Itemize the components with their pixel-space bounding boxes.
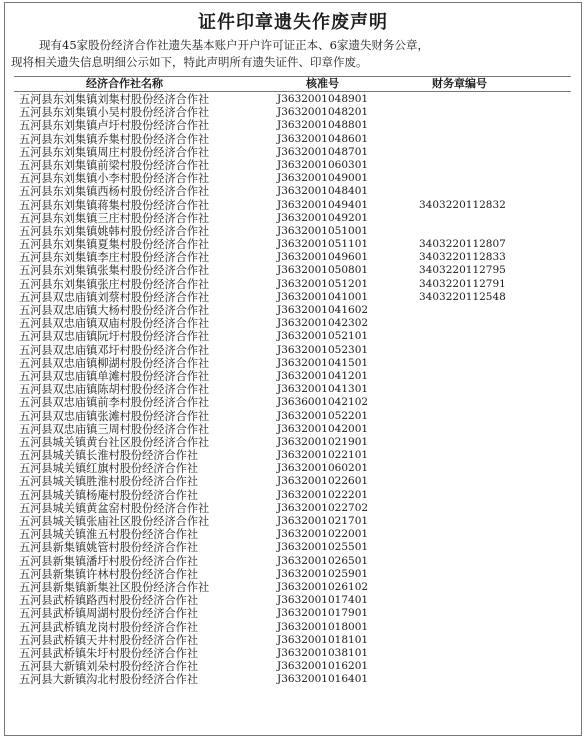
table-row	[19, 278, 571, 291]
table-row	[19, 647, 571, 660]
table-row	[19, 581, 571, 594]
cell-approval: J3632001042302	[277, 317, 369, 330]
cell-name: 五河县城关镇胜淮村股份经济合作社	[19, 475, 199, 489]
cell-approval: J3632001048701	[277, 145, 369, 158]
cell-approval: J3632001052201	[277, 409, 369, 422]
table-row	[19, 106, 571, 119]
cell-name: 五河县武桥镇朱圩村股份经济合作社	[19, 646, 199, 660]
cell-name: 五河县东刘集镇张庄村股份经济合作社	[19, 277, 210, 291]
table-row	[19, 172, 571, 185]
cell-approval: J3632001022702	[277, 501, 369, 514]
cell-approval: J3632001022001	[277, 528, 369, 541]
cell-seal: 3403220112548	[419, 290, 506, 303]
table-row	[19, 330, 571, 343]
table-row	[19, 660, 571, 673]
cell-seal: 3403220112795	[419, 264, 506, 277]
intro-line-1: 现有45家股份经济合作社遗失基本账户开户许可证正本、6家遗失财务公章，	[39, 38, 429, 52]
table-row	[19, 541, 571, 554]
cell-approval: J3632001041201	[277, 369, 369, 382]
intro-line-2: 现将相关遗失信息明细公示如下，特此声明所有遗失证件、印章作废。	[11, 55, 368, 69]
table-row	[19, 621, 571, 634]
cell-approval: J3632001048901	[277, 93, 369, 105]
cell-name: 五河县城关镇杨庵村股份经济合作社	[19, 488, 199, 502]
table-row	[19, 264, 571, 277]
table-row	[19, 555, 571, 568]
table-row	[19, 185, 571, 198]
cell-approval: J3632001016201	[277, 660, 369, 673]
table-row	[19, 159, 571, 172]
cell-name: 五河县东刘集镇小吴村股份经济合作社	[19, 106, 210, 120]
cell-name: 五河县城关镇黄台社区股份经济合作社	[19, 435, 210, 449]
cell-approval: J3632001049001	[277, 172, 369, 185]
cell-approval: J3632001025901	[277, 567, 369, 580]
notice-title: 证件印章遗失作废声明	[198, 12, 388, 33]
cell-approval: J3632001048201	[277, 106, 369, 119]
table-row	[19, 436, 571, 449]
cell-approval: J3632001026501	[277, 554, 369, 567]
table-row	[19, 133, 571, 146]
table-row	[19, 396, 571, 409]
cell-approval: J3632001041501	[277, 356, 369, 369]
cell-name: 五河县城关镇红旗村股份经济合作社	[19, 462, 199, 476]
cell-name: 五河县东刘集镇前梁村股份经济合作社	[19, 158, 210, 172]
cell-name: 五河县城关镇张庙社区股份经济合作社	[19, 515, 210, 528]
table-row	[19, 304, 571, 317]
cell-name: 五河县双忠庙镇刘蔡村股份经济合作社	[19, 290, 210, 304]
cell-approval: J3632001041301	[277, 383, 369, 396]
cell-name: 五河县武桥镇周湖村股份经济合作社	[19, 607, 199, 621]
cell-approval: J3632001018101	[277, 633, 369, 646]
cell-name: 五河县双忠庙镇陈胡村股份经济合作社	[19, 383, 210, 397]
table-row	[19, 568, 571, 581]
cell-seal: 3403220112791	[419, 277, 506, 290]
cell-name: 五河县东刘集镇夏集村股份经济合作社	[19, 238, 210, 252]
table-row	[19, 251, 571, 264]
cell-name: 五河县东刘集镇三庄村股份经济合作社	[19, 211, 210, 225]
cell-approval: J3632001016401	[277, 673, 369, 686]
cell-name: 五河县双忠庙镇大杨村股份经济合作社	[19, 304, 210, 317]
cell-approval: J3632001051101	[277, 238, 369, 251]
table-row	[19, 489, 571, 502]
cell-approval: J3632001041001	[277, 290, 369, 303]
cell-approval: J3632001048401	[277, 185, 369, 198]
cell-approval: J3632001049601	[277, 251, 369, 264]
table-row	[19, 93, 571, 106]
cell-approval: J3632001048801	[277, 119, 369, 132]
cell-approval: J3632001049201	[277, 211, 369, 224]
cell-name: 五河县大新镇沟北村股份经济合作社	[19, 673, 199, 687]
cell-name: 五河县东刘集镇刘集村股份经济合作社	[19, 93, 210, 106]
cell-approval: J3632001060201	[277, 462, 369, 475]
cell-name: 五河县大新镇刘朵村股份经济合作社	[19, 660, 199, 674]
table-row	[19, 119, 571, 132]
cell-approval: J3632001060301	[277, 158, 369, 171]
cell-approval: J3632001022201	[277, 488, 369, 501]
cell-name: 五河县双忠庙镇三周村股份经济合作社	[19, 422, 210, 436]
table-row	[19, 344, 571, 357]
cell-name: 五河县双忠庙镇前李村股份经济合作社	[19, 396, 210, 410]
cell-approval: J3632001038101	[277, 646, 369, 659]
cell-name: 五河县东刘集镇蒋集村股份经济合作社	[19, 198, 210, 212]
table-row	[19, 528, 571, 541]
header-seal: 财务章编号	[432, 77, 487, 90]
cell-approval: J3632001022601	[277, 475, 369, 488]
cell-name: 五河县新集镇潘圩村股份经济合作社	[19, 554, 199, 568]
cell-name: 五河县东刘集镇李庄村股份经济合作社	[19, 251, 210, 265]
cell-name: 五河县城关镇淮五村股份经济合作社	[19, 528, 199, 542]
cell-name: 五河县城关镇长淮村股份经济合作社	[19, 449, 199, 463]
cell-name: 五河县武桥镇路西村股份经济合作社	[19, 594, 199, 608]
table-row	[19, 502, 571, 515]
cell-name: 五河县东刘集镇卢圩村股份经济合作社	[19, 119, 210, 133]
cell-seal: 3403220112833	[419, 251, 506, 264]
cell-approval: J3632001049401	[277, 198, 369, 211]
cell-name: 五河县东刘集镇张集村股份经济合作社	[19, 264, 210, 278]
cell-approval: J3632001041602	[277, 304, 369, 316]
table-row	[19, 673, 571, 686]
cell-name: 五河县双忠庙镇阮圩村股份经济合作社	[19, 330, 210, 344]
table-row	[19, 199, 571, 212]
table-row	[19, 594, 571, 607]
cell-seal: 3403220112832	[419, 198, 506, 211]
cell-name: 五河县东刘集镇周庄村股份经济合作社	[19, 145, 210, 159]
cell-name: 五河县双忠庙镇张滩村股份经济合作社	[19, 409, 210, 423]
cell-approval: J3632001026102	[277, 580, 369, 593]
cell-approval: J3636001042102	[277, 396, 369, 409]
table-row	[19, 462, 571, 475]
cell-approval: J3632001017901	[277, 607, 369, 620]
table-row	[19, 383, 571, 396]
cell-name: 五河县东刘集镇小李村股份经济合作社	[19, 172, 210, 186]
cell-name: 五河县武桥镇天井村股份经济合作社	[19, 633, 199, 647]
cell-approval: J3632001052301	[277, 343, 369, 356]
cell-name: 五河县双忠庙镇单滩村股份经济合作社	[19, 369, 210, 383]
table-row	[19, 225, 571, 238]
table-row	[19, 449, 571, 462]
cell-name: 五河县新集镇姚管村股份经济合作社	[19, 541, 199, 555]
cell-name: 五河县新集镇许林村股份经济合作社	[19, 567, 199, 581]
cell-approval: J3632001021901	[277, 435, 369, 448]
header-name: 经济合作社名称	[86, 77, 163, 90]
cell-approval: J3632001051201	[277, 277, 369, 290]
cell-approval: J3632001022101	[277, 449, 369, 462]
cell-name: 五河县城关镇黄盆窑村股份经济合作社	[19, 501, 210, 515]
table-row	[19, 317, 571, 330]
table-row	[19, 212, 571, 225]
table-row	[19, 634, 571, 647]
cell-approval: J3632001050801	[277, 264, 369, 277]
cell-name: 五河县东刘集镇乔集村股份经济合作社	[19, 132, 210, 146]
cell-approval: J3632001018001	[277, 620, 369, 633]
cell-name: 五河县双忠庙镇双庙村股份经济合作社	[19, 317, 210, 331]
table-row	[19, 357, 571, 370]
cell-name: 五河县新集镇新集社区股份经济合作社	[19, 580, 210, 594]
table-row	[19, 410, 571, 423]
cell-name: 五河县双忠庙镇邓圩村股份经济合作社	[19, 343, 210, 357]
table-row	[19, 370, 571, 383]
table-body	[19, 93, 571, 686]
cell-approval: J3632001048601	[277, 132, 369, 145]
table-row	[19, 607, 571, 620]
header-approval: 核准号	[306, 77, 339, 90]
cell-approval: J3632001051001	[277, 224, 369, 237]
table-row	[19, 291, 571, 304]
cell-approval: J3632001042001	[277, 422, 369, 435]
table-row	[19, 475, 571, 488]
table-row	[19, 238, 571, 251]
cell-name: 五河县东刘集镇西杨村股份经济合作社	[19, 185, 210, 199]
cell-name: 五河县东刘集镇姚韩村股份经济合作社	[19, 224, 210, 238]
table-row	[19, 515, 571, 528]
cell-name: 五河县双忠庙镇柳湖村股份经济合作社	[19, 356, 210, 370]
cell-seal: 3403220112807	[419, 238, 506, 251]
cell-name: 五河县武桥镇龙岗村股份经济合作社	[19, 620, 199, 634]
cell-approval: J3632001017401	[277, 594, 369, 607]
cell-approval: J3632001021701	[277, 515, 369, 527]
table-row	[19, 146, 571, 159]
cell-approval: J3632001052101	[277, 330, 369, 343]
table-row	[19, 423, 571, 436]
table-header	[14, 76, 571, 92]
cell-approval: J3632001025501	[277, 541, 369, 554]
